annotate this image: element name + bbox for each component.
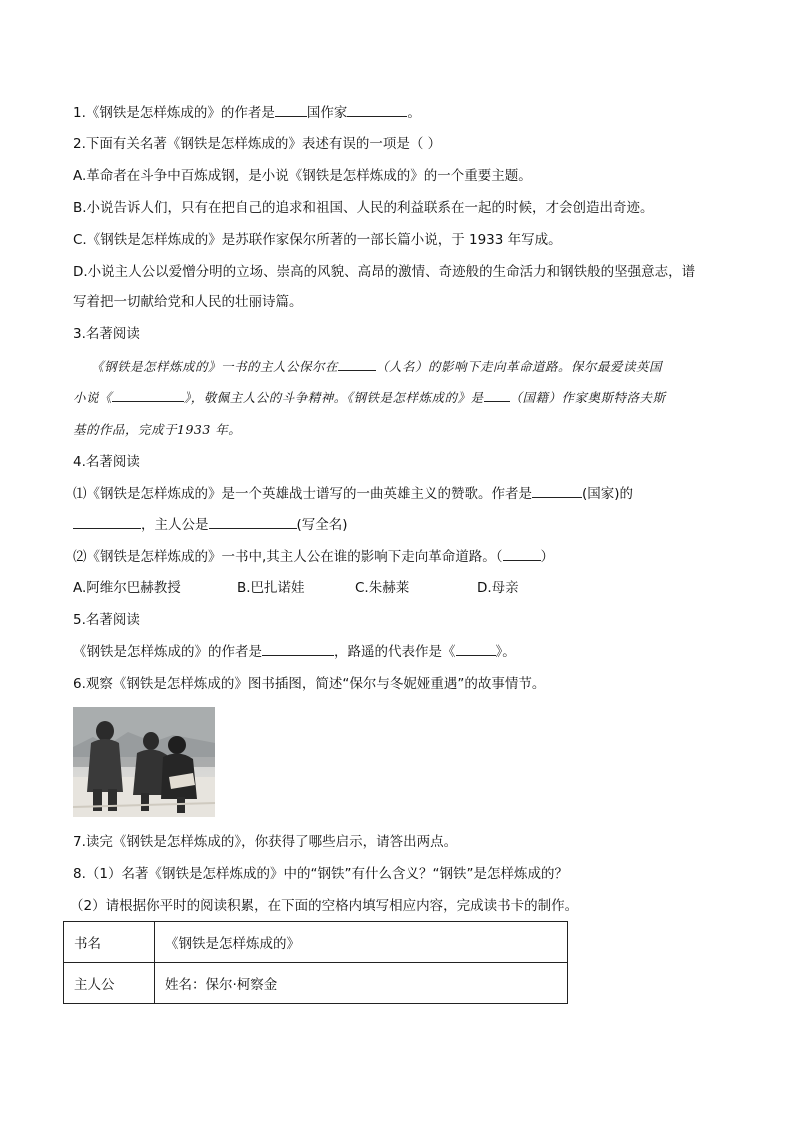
q4-s1a: ⑴《钢铁是怎样炼成的》是一个英雄战士谱写的一曲英雄主义的赞歌。作者是	[73, 486, 532, 502]
table-cell-value: 《钢铁是怎样炼成的》	[155, 922, 568, 963]
question-6-stem: 6.观察《钢铁是怎样炼成的》图书插图，简述“保尔与冬妮娅重遇”的故事情节。	[73, 676, 546, 692]
q4-option-a: A.阿维尔巴赫教授	[73, 580, 181, 596]
q4-blank-answer[interactable]	[503, 546, 541, 561]
question-8-sub1: 8.（1）名著《钢铁是怎样炼成的》中的“钢铁”有什么含义？“钢铁”是怎样炼成的？	[73, 866, 568, 882]
q4-option-b: B.巴扎诺娃	[237, 580, 305, 596]
question-1	[73, 102, 421, 123]
q1-blank-author[interactable]	[347, 102, 407, 117]
q3-p2a: 小说《	[73, 390, 113, 405]
q4-option-d: D.母亲	[477, 580, 519, 596]
q2-option-d-line2: 写着把一切献给党和人民的壮丽诗篇。	[73, 294, 303, 310]
table-row	[64, 963, 568, 1004]
q4-options	[73, 578, 519, 598]
q4-s3b: ）	[540, 549, 555, 565]
q2-option-b: B.小说告诉人们，只有在把自己的追求和祖国、人民的利益联系在一起的时候，才会创造出奇迹。	[73, 200, 654, 216]
q3-p1a: 《钢铁是怎样炼成的》一书的主人公保尔在	[91, 359, 339, 374]
q4-blank-author[interactable]	[73, 514, 141, 529]
q5-b: ，路遥的代表作是《	[334, 644, 456, 660]
q4-s2b: (写全名)	[296, 517, 348, 533]
q4-sub1-line2	[73, 514, 348, 535]
q3-p1b: （人名）的影响下走向革命道路。保尔最爱读英国	[376, 359, 663, 374]
q4-option-c: C.朱赫莱	[355, 580, 410, 596]
q3-blank-novel[interactable]	[112, 387, 184, 402]
q1-text-mid: 国作家	[306, 105, 348, 121]
q3-blank-name[interactable]	[338, 356, 376, 371]
q2-option-c: C.《钢铁是怎样炼成的》是苏联作家保尔所著的一部长篇小说，于 1933 年写成。	[73, 232, 562, 248]
q1-blank-country[interactable]	[275, 102, 307, 117]
q1-text-end: 。	[407, 105, 421, 121]
table-cell-label: 书名	[64, 922, 155, 963]
q3-p2b: 》，敬佩主人公的斗争精神。《钢铁是怎样炼成的》是	[184, 390, 484, 405]
q3-p2c: （国籍）作家奥斯特洛夫斯	[509, 390, 666, 405]
book-illustration	[73, 707, 215, 817]
q5-a: 《钢铁是怎样炼成的》的作者是	[73, 644, 262, 660]
q4-s2a: ，主人公是	[141, 517, 209, 533]
table-row	[64, 922, 568, 963]
question-3-stem: 3.名著阅读	[73, 326, 140, 342]
q4-sub1-line1	[73, 483, 633, 504]
illustration-figures-image	[73, 707, 215, 817]
q3-blank-nationality[interactable]	[484, 387, 510, 402]
q4-blank-country[interactable]	[532, 483, 582, 498]
q5-blank-author[interactable]	[262, 641, 334, 656]
table-cell-value: 姓名：保尔·柯察金	[155, 963, 568, 1004]
table-cell-label: 主人公	[64, 963, 155, 1004]
q5-c: 》。	[495, 644, 516, 660]
question-4-stem: 4.名著阅读	[73, 454, 140, 470]
q4-s1b: (国家)的	[582, 486, 634, 502]
q2-option-a: A.革命者在斗争中百炼成钢，是小说《钢铁是怎样炼成的》的一个重要主题。	[73, 168, 532, 184]
question-7-stem: 7.读完《钢铁是怎样炼成的》，你获得了哪些启示，请答出两点。	[73, 834, 458, 850]
question-2-stem: 2.下面有关名著《钢铁是怎样炼成的》表述有误的一项是（ ）	[73, 136, 442, 152]
q3-passage-line2	[73, 387, 666, 408]
q5-blank-work[interactable]	[456, 641, 496, 656]
question-8-sub2: （2）请根据你平时的阅读积累，在下面的空格内填写相应内容，完成读书卡的制作。	[70, 898, 579, 914]
q4-blank-protagonist[interactable]	[209, 514, 297, 529]
reading-card-table	[63, 921, 568, 1004]
question-5-stem: 5.名著阅读	[73, 612, 140, 628]
q3-passage-line3: 基的作品，完成于1933 年。	[73, 422, 242, 437]
q4-s3a: ⑵《钢铁是怎样炼成的》一书中,其主人公在谁的影响下走向革命道路。（	[73, 549, 503, 565]
q2-option-d-line1: D.小说主人公以爱憎分明的立场、崇高的风貌、高昂的激情、奇迹般的生命活力和钢铁般的坚强意志，谱	[73, 264, 696, 280]
q3-passage-line1	[91, 356, 662, 377]
q1-text-pre: 1.《钢铁是怎样炼成的》的作者是	[73, 105, 275, 121]
q4-sub2	[73, 546, 554, 567]
q5-line	[73, 641, 516, 662]
